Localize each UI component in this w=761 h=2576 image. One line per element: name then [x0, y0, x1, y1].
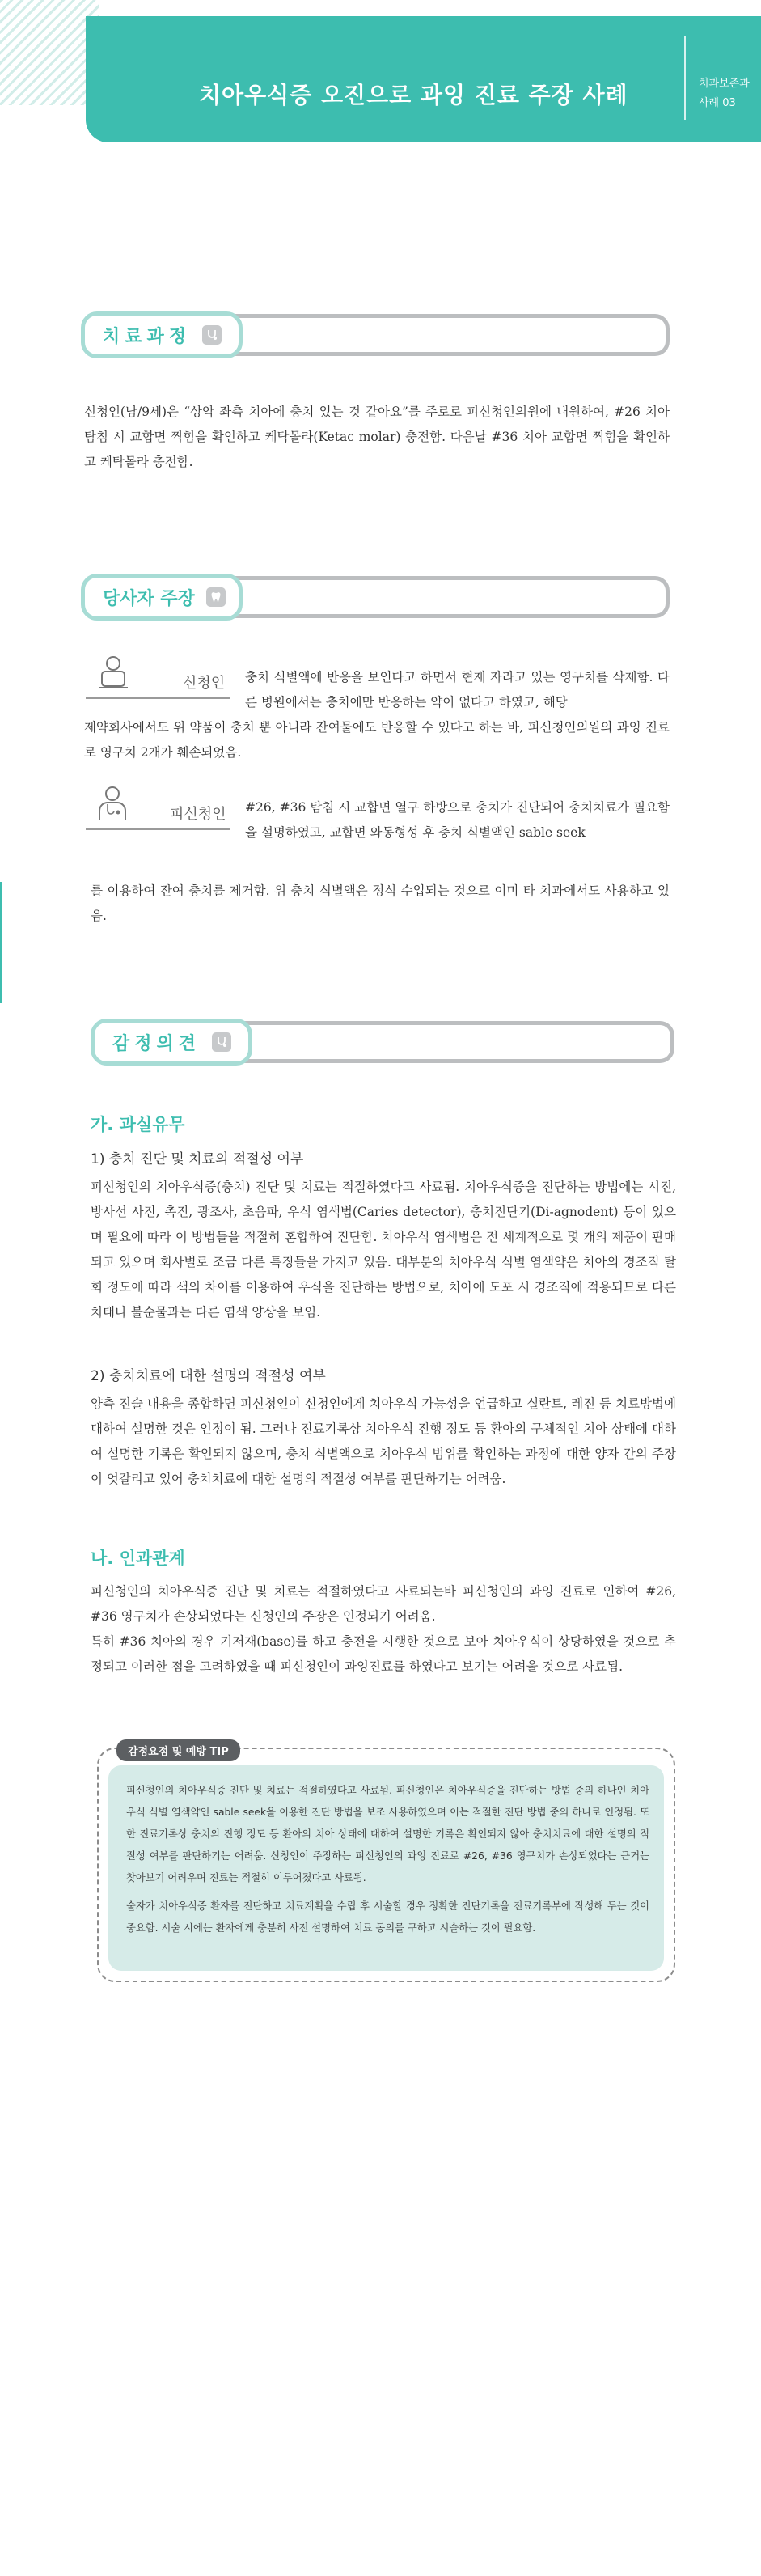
- section-label-claims: 당사자 주장: [103, 588, 195, 609]
- section-label-appraisal: 감정의견: [112, 1033, 201, 1054]
- claimant-text-rest: 제약회사에서도 위 약품이 충치 뿐 아니라 잔여물에도 반응할 수 있다고 하는 바, 피신청인의원의 과잉 진료로 영구치 2개가 훼손되었음.: [84, 720, 670, 760]
- respondent-label: 피신청인: [170, 806, 226, 823]
- claimant-underline: [86, 697, 230, 699]
- question-1-text: 피신청인의 치아우식증(충치) 진단 및 치료는 적절하였다고 사료됨. 치아우식증을 진단하는 방법에는 시진, 방사선 사진, 촉진, 광조사, 초음파, 우식 염색법(Caries detector), 충치진단기(Di-agnodent) 등이 있으며 필요에 따라 이 방법들을 적절히 혼합하여 진단함. 치아우식 염색법은 전 세계적으로 몇 개의 제품이 판매되고 있으며 회사별로 조금 다른 특징들을 가지고 있음. 대부분의 치아우식 식별 염색약은 치아의 경조직 탈회 정도에 따라 색의 차이를 이용하여 우식을 진단하는 방법으로, 치아에 도포 시 경조직에 적용되므로 다른 치태나 불순물과는 다른 염색 양상을 보임.: [91, 1180, 680, 1320]
- page-title: 치아우식증 오진으로 과잉 진료 주장 사례: [199, 82, 628, 108]
- respondent-text-first: #26, #36 탐침 시 교합면 열구 하방으로 충치가 진단되어 충치치료가 필요함을 설명하였고, 교합면 와동형성 후 충치 식별액인 sable seek: [245, 800, 670, 840]
- page-header: [86, 16, 761, 142]
- section-label-treatment: 치료과정: [103, 326, 192, 347]
- header-category: 치과보존과: [699, 78, 750, 90]
- section-heading-treatment: [81, 311, 243, 358]
- tooth-icon: [206, 587, 226, 607]
- header-divider: [684, 36, 686, 120]
- respondent-underline: [86, 828, 230, 830]
- respondent-text-rest: 를 이용하여 잔여 충치를 제거함. 위 충치 식별액은 정식 수입되는 것으로 이미 타 치과에서도 사용하고 있음.: [91, 883, 670, 923]
- header-case-number: 사례 03: [699, 97, 736, 109]
- stethoscope-icon: [202, 325, 222, 345]
- stethoscope-icon: [212, 1032, 231, 1052]
- treatment-description: 신청인(남/9세)은 “상악 좌측 치아에 충치 있는 것 같아요”를 주로로 피신청인의원에 내원하여, #26 치아 탐침 시 교합면 찍힘을 확인하고 케탁몰라(Ketac molar) 충전함. 다음날 #36 치아 교합면 찍힘을 확인하고 케탁몰라 충전함.: [84, 405, 674, 469]
- causality-text: 피신청인의 치아우식증 진단 및 치료는 적절하였다고 사료되는바 피신청인의 과잉 진료로 인하여 #26, #36 영구치가 손상되었다는 신청인의 주장은 인정되기 어려움. 특히 #36 치아의 경우 기저재(base)를 하고 충전을 시행한 것으로 보아 치아우식이 상당하였을 것으로 추정되고 이러한 점을 고려하였을 때 피신청인이 과잉진료를 하였다고 보기는 어려울 것으로 사료됨.: [91, 1584, 676, 1674]
- causality-heading: 나. 인과관계: [91, 1549, 185, 1568]
- tip-content: [108, 1765, 664, 1971]
- section-heading-claims: [81, 574, 243, 621]
- tip-badge: 감정요점 및 예방 TIP: [116, 1739, 240, 1761]
- question-2-title: 2) 충치치료에 대한 설명의 적절성 여부: [91, 1368, 326, 1384]
- tip-box: [97, 1748, 675, 1982]
- question-1-title: 1) 충치 진단 및 치료의 적절성 여부: [91, 1151, 304, 1167]
- tip-paragraph-2: 술자가 치아우식증 환자를 진단하고 치료계획을 수립 후 시술할 경우 정확한 진단기록을 진료기록부에 작성해 두는 것이 중요함. 시술 시에는 환자에게 충분히 사전 설명하여 치료 동의를 구하고 시술하는 것이 필요함.: [126, 1900, 649, 1934]
- tip-paragraph-1: 피신청인의 치아우식증 진단 및 치료는 적절하였다고 사료됨. 피신청인은 치아우식증을 진단하는 방법 중의 하나인 치아우식 식별 염색약인 sable seek을 이용한 진단 방법을 보조 사용하였으며 이는 적절한 진단 방법 중의 하나로 인정됨. 또한 진료기록상 충치의 진행 정도 등 환아의 치아 상태에 대하여 설명한 기록은 확인되지 않아 충치치료에 대한 설명의 적절성 여부를 판단하기는 어려움. 신청인이 주장하는 피신청인의 과잉 진료로 #26, #36 영구치가 손상되었다는 근거는 찾아보기 어려우며 진료는 적절히 이루어졌다고 사료됨.: [126, 1785, 649, 1883]
- claimant-label: 신청인: [183, 675, 226, 692]
- respondent-doctor-icon: [94, 785, 131, 825]
- question-2-text: 양측 진술 내용을 종합하면 피신청인이 신청인에게 치아우식 가능성을 언급하고 실란트, 레진 등 치료방법에 대하여 설명한 것은 인정이 됨. 그러나 진료기록상 치아우식 진행 정도 등 환아의 구체적인 치아 상태에 대하여 설명한 기록은 확인되지 않으며, 충치 식별액으로 치아우식 범위를 확인하는 과정에 대한 양자 간의 주장이 엇갈리고 있어 충치치료에 대한 설명의 적절성 여부를 판단하기는 어려움.: [91, 1396, 680, 1486]
- corner-hatch-pattern: [0, 0, 99, 105]
- claimant-person-icon: [95, 655, 131, 693]
- claimant-text-first: 충치 식별액에 반응을 보인다고 하면서 현재 자라고 있는 영구치를 삭제함. 다른 병원에서는 충치에만 반응하는 약이 없다고 하였고, 해당: [245, 670, 670, 710]
- fault-heading: 가. 과실유무: [91, 1115, 185, 1134]
- left-edge-marker: [0, 882, 2, 1003]
- section-bar-treatment: [202, 314, 670, 356]
- section-bar-appraisal: [212, 1021, 674, 1063]
- section-heading-appraisal: [91, 1019, 252, 1066]
- section-bar-claims: [202, 576, 670, 618]
